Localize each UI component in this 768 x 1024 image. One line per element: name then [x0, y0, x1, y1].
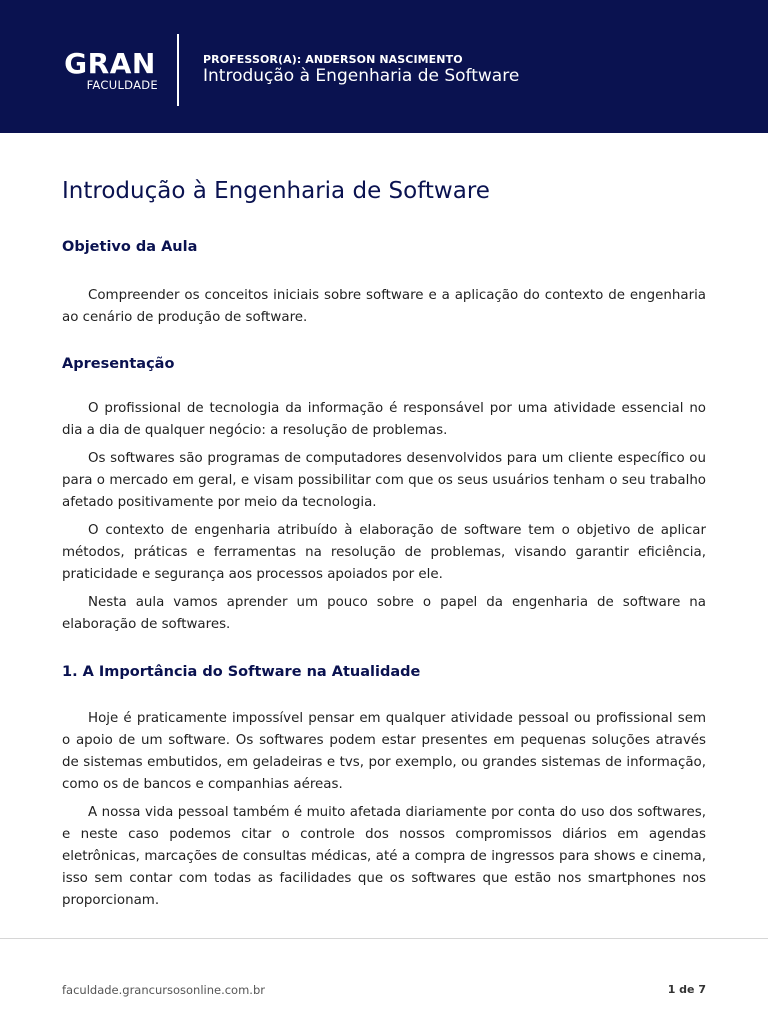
professor-name: PROFESSOR(A): ANDERSON NASCIMENTO	[203, 53, 463, 66]
section-heading-apresentacao: Apresentação	[62, 356, 175, 372]
gran-faculdade-logo	[60, 47, 160, 92]
paragraph: O contexto de engenharia atribuído à elaboração de software tem o objetivo de aplicar métodos, práticas e ferramentas na resolução de problemas, visando garantir eficiência, praticidade e segurança aos processos apoiados por ele.	[62, 523, 706, 582]
footer-divider	[0, 938, 768, 939]
page-number: 1 de 7	[667, 983, 706, 996]
paragraph: Compreender os conceitos iniciais sobre software e a aplicação do contexto de engenharia ao cenário de produção de software.	[62, 288, 706, 325]
paragraph: O profissional de tecnologia da informação é responsável por uma atividade essencial no dia a dia de qualquer negócio: a resolução de problemas.	[62, 401, 706, 438]
header-divider	[177, 34, 179, 106]
section-heading-objetivo: Objetivo da Aula	[62, 239, 198, 255]
section-heading-importancia: 1. A Importância do Software na Atualidade	[62, 664, 421, 680]
logo-sub-text: FACULDADE	[86, 78, 158, 92]
paragraph: A nossa vida pessoal também é muito afetada diariamente por conta do uso dos softwares, e neste caso podemos citar o controle dos nossos compromissos diários em agendas eletrônicas, marcações de consultas médicas, até a compra de ingressos para shows e cinema, isso sem contar com todas as facilidades que os softwares que estão nos smartphones nos proporcionam.	[62, 805, 706, 908]
course-title: Introdução à Engenharia de Software	[203, 66, 520, 86]
page-title: Introdução à Engenharia de Software	[62, 178, 490, 204]
document-body	[62, 172, 706, 912]
paragraph: Hoje é praticamente impossível pensar em qualquer atividade pessoal ou profissional sem o apoio de um software. Os softwares podem estar presentes em pequenas soluções através de sistemas embutidos, em geladeiras e tvs, por exemplo, ou grandes sistemas de informação, como os de bancos e companhias aéreas.	[62, 711, 706, 792]
page-header	[0, 0, 768, 133]
paragraph: Nesta aula vamos aprender um pouco sobre o papel da engenharia de software na elaboração de softwares.	[62, 595, 706, 632]
paragraph: Os softwares são programas de computadores desenvolvidos para um cliente específico ou para o mercado em geral, e visam possibilitar com que os seus usuários tenham o seu trabalho afetado positivamente por meio da tecnologia.	[62, 451, 706, 510]
footer-url: faculdade.grancursosonline.com.br	[62, 983, 265, 997]
logo-main-text: GRAN	[64, 47, 156, 80]
